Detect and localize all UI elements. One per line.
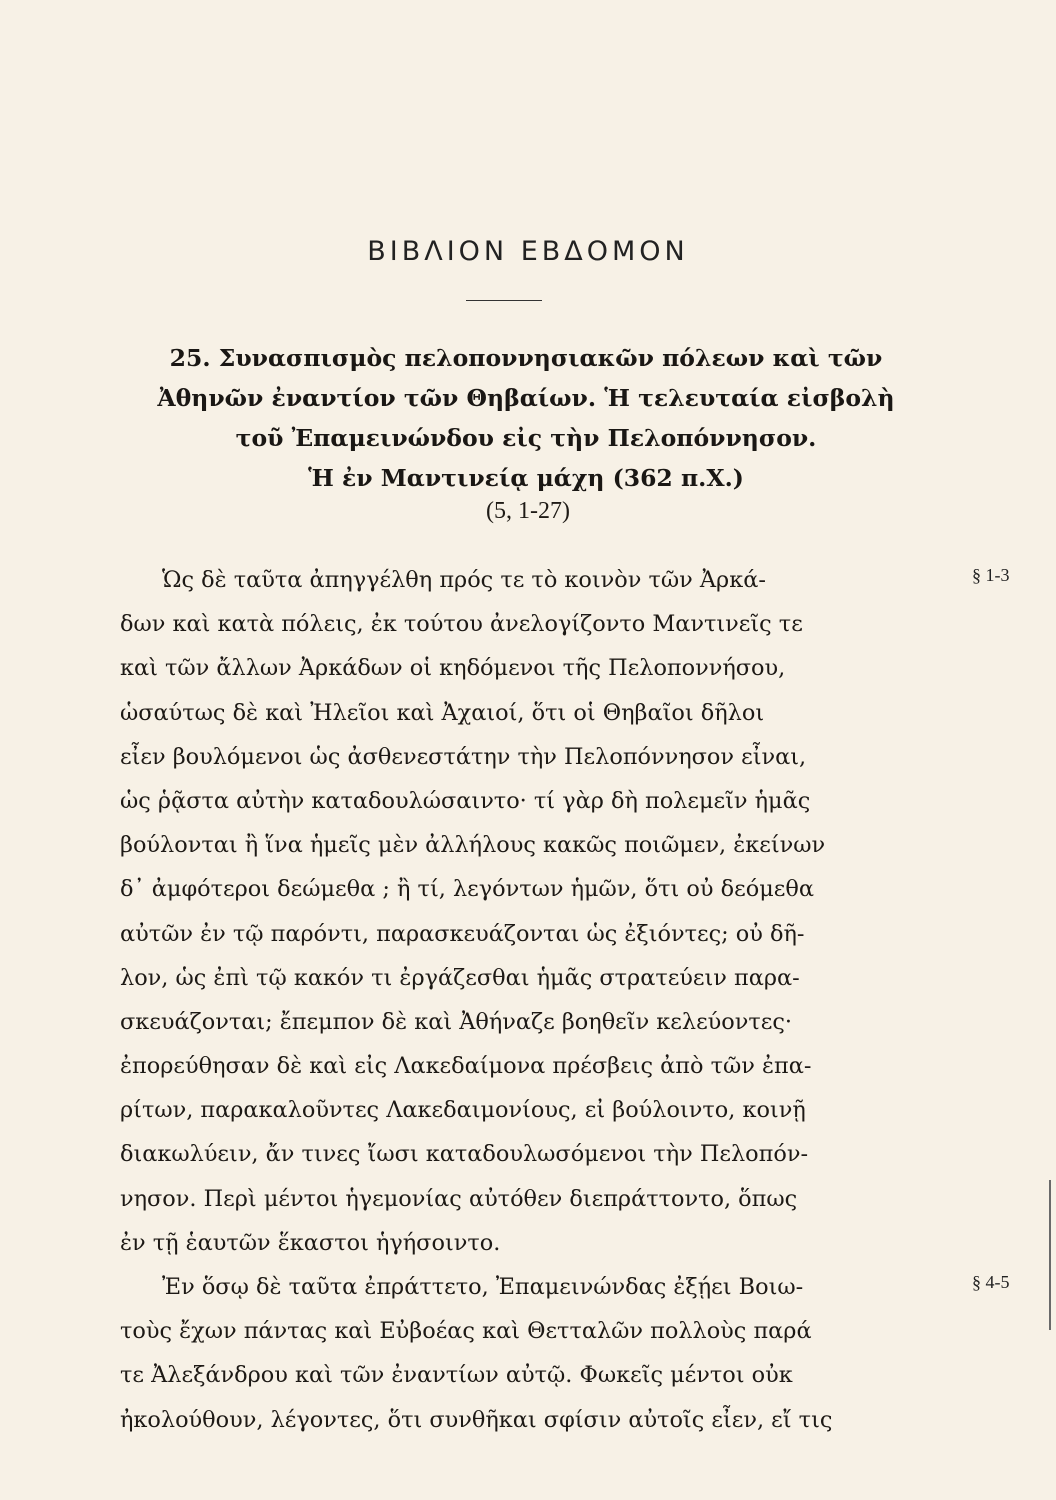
source-reference: (5, 1-27) xyxy=(486,498,570,524)
body-text xyxy=(120,558,960,1442)
text-line: ρίτων, παρακαλοῦντες Λακεδαιμονίους, εἰ βούλοιντο, κοινῇ xyxy=(120,1097,806,1124)
text-line: καὶ τῶν ἄλλων Ἀρκάδων οἱ κηδόμενοι τῆς Πελοποννήσου, xyxy=(120,655,786,682)
margin-note-section: § 4-5 xyxy=(972,1272,1010,1292)
page-edge-mark xyxy=(1049,1180,1051,1330)
margin-note-section: § 1-3 xyxy=(972,565,1010,585)
text-line: ἐν τῇ ἑαυτῶν ἕκαστοι ἡγήσοιντο. xyxy=(120,1229,501,1256)
text-line: Ὡς δὲ ταῦτα ἀπηγγέλθη πρός τε τὸ κοινὸν τῶν Ἀρκά- xyxy=(162,567,766,593)
text-line: δων καὶ κατὰ πόλεις, ἐκ τούτου ἀνελογίζοντο Μαντινεῖς τε xyxy=(120,611,803,638)
book-title: ΒΙΒΛΙΟΝ ΕΒΔΟΜΟΝ xyxy=(367,236,689,267)
text-line: σκευάζονται; ἔπεμπον δὲ καὶ Ἀθήναζε βοηθεῖν κελεύοντες· xyxy=(120,1008,793,1035)
heading-line: τοῦ Ἐπαμεινώνδου εἰς τὴν Πελοπόννησον. xyxy=(235,424,817,452)
text-line: τε Ἀλεξάνδρου καὶ τῶν ἐναντίων αὐτῷ. Φωκεῖς μέντοι οὐκ xyxy=(120,1362,793,1389)
text-line: Ἐν ὅσῳ δὲ ταῦτα ἐπράττετο, Ἐπαμεινώνδας ἐξῄει Βοιω- xyxy=(162,1274,804,1300)
text-line: ἠκολούθουν, λέγοντες, ὅτι συνθῆκαι σφίσιν αὐτοῖς εἶεν, εἴ τις xyxy=(120,1406,833,1433)
text-line: εἶεν βουλόμενοι ὡς ἀσθενεστάτην τὴν Πελοπόννησον εἶναι, xyxy=(120,743,807,770)
text-line: ὡσαύτως δὲ καὶ Ἠλεῖοι καὶ Ἀχαιοί, ὅτι οἱ Θηβαῖοι δῆλοι xyxy=(120,699,765,726)
text-line: λον, ὡς ἐπὶ τῷ κακόν τι ἐργάζεσθαι ἡμᾶς στρατεύειν παρα- xyxy=(120,964,800,991)
heading-line: 25. Συνασπισμὸς πελοποννησιακῶν πόλεων καὶ τῶν xyxy=(169,344,883,372)
text-line: ἐπορεύθησαν δὲ καὶ εἰς Λακεδαίμονα πρέσβεις ἀπὸ τῶν ἐπα- xyxy=(120,1053,812,1080)
text-line: διακωλύειν, ἄν τινες ἴωσι καταδουλωσόμενοι τὴν Πελοπόν- xyxy=(120,1141,809,1168)
text-line: νησον. Περὶ μέντοι ἡγεμονίας αὐτόθεν διεπράττοντο, ὅπως xyxy=(120,1185,798,1212)
text-line: αὐτῶν ἐν τῷ παρόντι, παρασκευάζονται ὡς ἐξιόντες; οὐ δῆ- xyxy=(120,920,805,947)
text-line: ὡς ῥᾷστα αὐτὴν καταδουλώσαιντο· τί γὰρ δὴ πολεμεῖν ἡμᾶς xyxy=(120,787,811,814)
text-line: τοὺς ἔχων πάντας καὶ Εὐβοέας καὶ Θετταλῶν πολλοὺς παρά xyxy=(120,1318,812,1345)
chapter-heading xyxy=(120,338,932,498)
heading-line: Ἀθηνῶν ἐναντίον τῶν Θηβαίων. Ἡ τελευταία εἰσβολὴ xyxy=(157,384,895,412)
text-line: δ᾿ ἀμφότεροι δεώμεθα ; ἢ τί, λεγόντων ἡμῶν, ὅτι οὐ δεόμεθα xyxy=(120,876,814,903)
heading-line: Ἡ ἐν Μαντινείᾳ μάχη (362 π.Χ.) xyxy=(308,464,744,492)
text-line: βούλονται ἢ ἵνα ἡμεῖς μὲν ἀλλήλους κακῶς ποιῶμεν, ἐκείνων xyxy=(120,832,826,859)
title-divider xyxy=(466,300,542,301)
